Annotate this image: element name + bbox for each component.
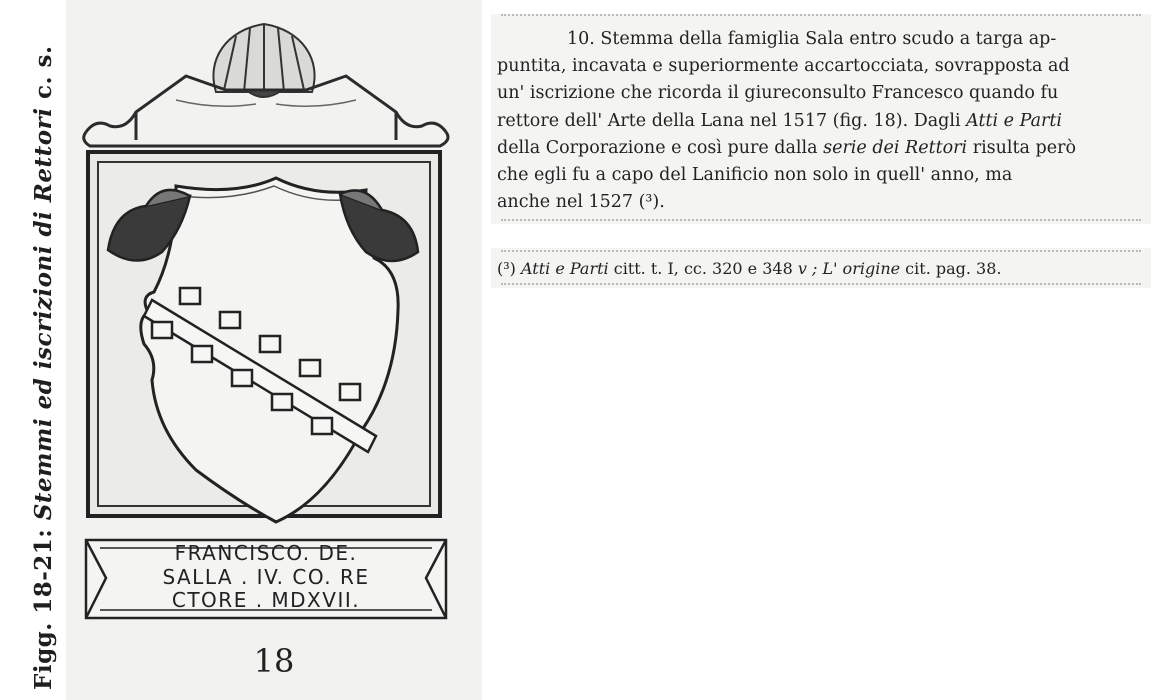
text-line-4: rettore dell' Arte della Lana nel 1517 (fig. 18). Dagli <box>497 110 967 131</box>
footnote-marker: (³) <box>497 259 521 278</box>
figure-number: 18 <box>253 642 295 680</box>
text-line-1: 10. Stemma della famiglia Sala entro scudo a targa ap- <box>567 29 1057 49</box>
inscription-line-3: CTORE . MDXVII. <box>171 588 361 612</box>
coat-of-arms-drawing <box>66 0 482 700</box>
text-line-3: un' iscrizione che ricorda il giureconsulto Francesco quando fu <box>497 83 1059 104</box>
clipped-line-top <box>501 14 1141 19</box>
text-line-7: anche nel 1527 (³). <box>497 192 665 213</box>
body-text-panel <box>491 14 1151 224</box>
footnote-text-2: cit. pag. 38. <box>900 259 1002 278</box>
side-caption <box>2 0 58 700</box>
clipped-footnote-top <box>501 250 1141 255</box>
caption-title: Stemmi ed iscrizioni di Rettori <box>30 107 57 521</box>
text-line-5-end: risulta però <box>967 137 1077 158</box>
paragraph-10 <box>497 26 1143 216</box>
footnote-3 <box>497 259 1002 278</box>
inscription-line-1: FRANCISCO. DE. <box>174 541 358 565</box>
shell-ornament <box>213 24 314 97</box>
caption-suffix: c. s. <box>30 45 57 108</box>
clipped-line-bottom <box>501 219 1141 224</box>
caption-prefix: Figg. 18-21: <box>30 520 57 690</box>
text-line-2: puntita, incavata e superiormente accartocciata, sovrapposta ad <box>497 56 1070 77</box>
text-line-4-italic: Atti e Parti <box>966 110 1063 131</box>
inscription-line-2: SALLA . IV. CO. RE <box>162 565 370 589</box>
text-line-5-italic: serie dei Rettori <box>823 137 968 158</box>
figure-panel <box>66 0 482 700</box>
footnote-italic-2: v ; L' origine <box>797 259 901 278</box>
footnote-italic-1: Atti e Parti <box>520 259 609 278</box>
text-line-5: della Corporazione e così pure dalla <box>497 137 824 158</box>
footnote-text-1: citt. t. I, cc. 320 e 348 <box>608 259 798 278</box>
footnote-panel <box>491 248 1151 288</box>
figure-caption-rotated <box>30 46 57 690</box>
clipped-footnote-bottom <box>501 283 1141 288</box>
text-line-6: che egli fu a capo del Lanificio non solo in quell' anno, ma <box>497 165 1013 186</box>
